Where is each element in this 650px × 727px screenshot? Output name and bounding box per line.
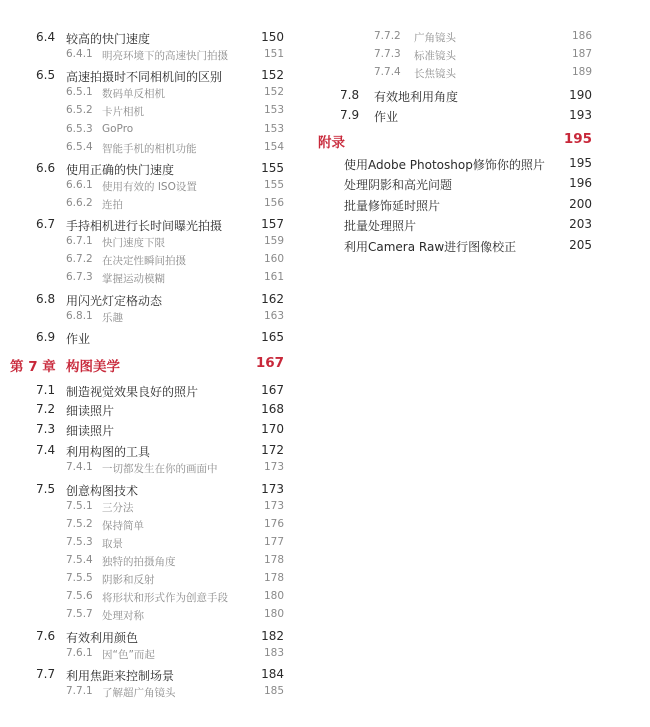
section-number: 7.6.1 xyxy=(66,647,93,659)
section-number: 6.5.2 xyxy=(66,104,93,116)
section-number: 6.6.2 xyxy=(66,197,93,209)
page-number: 200 xyxy=(569,197,592,211)
page-number: 187 xyxy=(571,48,592,60)
page-number: 162 xyxy=(261,292,284,306)
page-number: 176 xyxy=(263,518,284,530)
page-number: 165 xyxy=(261,330,284,344)
section-number: 6.6 xyxy=(36,161,56,175)
section-title: 利用Camera Raw进行图像校正 xyxy=(344,240,517,254)
page-number: 167 xyxy=(261,383,284,397)
section-number: 7.7 xyxy=(36,667,56,681)
page-number: 203 xyxy=(569,217,592,231)
page-number: 152 xyxy=(261,68,284,82)
section-title: 乐趣 xyxy=(102,312,123,324)
section-number: 7.5.7 xyxy=(66,608,93,620)
page-number: 180 xyxy=(263,608,284,620)
page-number: 161 xyxy=(263,271,284,283)
page-number: 193 xyxy=(569,108,592,122)
section-title: 批量处理照片 xyxy=(344,219,417,233)
page-number: 173 xyxy=(263,500,284,512)
section-number: 6.9 xyxy=(36,330,56,344)
section-title: 了解超广角镜头 xyxy=(102,687,176,699)
page-number: 155 xyxy=(261,161,284,175)
page-number: 170 xyxy=(261,422,284,436)
section-number: 7.5.2 xyxy=(66,518,93,530)
page-number: 184 xyxy=(261,667,284,681)
page-number: 155 xyxy=(263,179,284,191)
section-number: 6.5 xyxy=(36,68,56,82)
section-number: 7.8 xyxy=(340,88,360,102)
page-number: 196 xyxy=(569,176,592,190)
section-number: 7.7.3 xyxy=(374,48,401,60)
page-number: 189 xyxy=(571,66,592,78)
page-number: 154 xyxy=(263,141,284,153)
section-number: 7.5.4 xyxy=(66,554,93,566)
page-number: 150 xyxy=(261,30,284,44)
section-number: 7.4 xyxy=(36,443,56,457)
section-number: 7.5.3 xyxy=(66,536,93,548)
section-title: 长焦镜头 xyxy=(414,68,456,80)
section-title: 将形状和形式作为创意手段 xyxy=(102,592,228,604)
section-number: 7.7.1 xyxy=(66,685,93,697)
section-title: 使用有效的 ISO设置 xyxy=(102,181,197,193)
section-title: 利用构图的工具 xyxy=(66,445,151,459)
section-title: 构图美学 xyxy=(66,359,120,375)
section-number: 6.6.1 xyxy=(66,179,93,191)
section-number: 6.8 xyxy=(36,292,56,306)
section-title: 作业 xyxy=(374,110,399,124)
section-title: 细读照片 xyxy=(66,404,115,418)
page-number: 153 xyxy=(263,104,284,116)
page-number: 156 xyxy=(263,197,284,209)
section-title: 取景 xyxy=(102,538,123,550)
section-title: 有效地利用角度 xyxy=(374,90,459,104)
section-title: 阴影和反射 xyxy=(102,574,155,586)
page-number: 157 xyxy=(261,217,284,231)
section-number: 6.7.2 xyxy=(66,253,93,265)
section-title: 掌握运动模糊 xyxy=(102,273,165,285)
section-title: 制造视觉效果良好的照片 xyxy=(66,385,199,399)
page-number: 160 xyxy=(263,253,284,265)
section-number: 7.1 xyxy=(36,383,56,397)
section-title: 使用Adobe Photoshop修饰你的照片 xyxy=(344,158,545,172)
section-title: 附录 xyxy=(318,135,345,151)
section-title: 智能手机的相机功能 xyxy=(102,143,197,155)
section-number: 7.9 xyxy=(340,108,360,122)
section-title: 明亮环境下的高速快门拍摄 xyxy=(102,50,228,62)
section-number: 7.5.1 xyxy=(66,500,93,512)
page-number: 163 xyxy=(263,310,284,322)
section-title: 数码单反相机 xyxy=(102,88,165,100)
section-number: 6.4 xyxy=(36,30,56,44)
section-number: 6.7.3 xyxy=(66,271,93,283)
page-number: 153 xyxy=(263,123,284,135)
page-number: 159 xyxy=(263,235,284,247)
section-number: 7.5 xyxy=(36,482,56,496)
page-number: 167 xyxy=(255,355,284,371)
section-title: 连拍 xyxy=(102,199,123,211)
section-title: 利用焦距来控制场景 xyxy=(66,669,175,683)
section-number: 7.4.1 xyxy=(66,461,93,473)
section-number: 7.2 xyxy=(36,402,56,416)
page-number: 186 xyxy=(571,30,592,42)
section-number: 7.5.6 xyxy=(66,590,93,602)
section-number: 6.7 xyxy=(36,217,56,231)
section-title: GoPro xyxy=(102,123,134,135)
section-title: 较高的快门速度 xyxy=(66,32,151,46)
section-number: 6.5.4 xyxy=(66,141,93,153)
page-number: 152 xyxy=(263,86,284,98)
page-number: 151 xyxy=(263,48,284,60)
page-number: 185 xyxy=(263,685,284,697)
section-title: 有效利用颜色 xyxy=(66,631,139,645)
page-number: 173 xyxy=(263,461,284,473)
section-number: 7.5.5 xyxy=(66,572,93,584)
section-title: 标准镜头 xyxy=(414,50,456,62)
section-title: 因“色”而起 xyxy=(102,649,155,661)
section-number: 6.5.3 xyxy=(66,123,93,135)
section-number: 7.6 xyxy=(36,629,56,643)
section-title: 一切都发生在你的画面中 xyxy=(102,463,218,475)
page-number: 205 xyxy=(569,238,592,252)
page-number: 183 xyxy=(263,647,284,659)
page-number: 168 xyxy=(261,402,284,416)
section-number: 6.7.1 xyxy=(66,235,93,247)
section-number: 第 7 章 xyxy=(10,359,56,375)
page-number: 180 xyxy=(263,590,284,602)
section-number: 6.4.1 xyxy=(66,48,93,60)
page-number: 173 xyxy=(261,482,284,496)
section-title: 高速拍摄时不同相机间的区别 xyxy=(66,70,223,84)
section-title: 使用正确的快门速度 xyxy=(66,163,175,177)
section-number: 7.7.2 xyxy=(374,30,401,42)
section-number: 7.7.4 xyxy=(374,66,401,78)
section-title: 创意构图技术 xyxy=(66,484,139,498)
section-title: 处理阴影和高光问题 xyxy=(344,178,453,192)
page-number: 178 xyxy=(263,572,284,584)
section-title: 在决定性瞬间拍摄 xyxy=(102,255,186,267)
section-title: 卡片相机 xyxy=(102,106,144,118)
page-number: 195 xyxy=(563,131,592,147)
page-number: 172 xyxy=(261,443,284,457)
section-title: 快门速度下限 xyxy=(102,237,165,249)
page-number: 178 xyxy=(263,554,284,566)
section-title: 处理对称 xyxy=(102,610,144,622)
section-title: 保持简单 xyxy=(102,520,144,532)
page-number: 195 xyxy=(569,156,592,170)
section-title: 手持相机进行长时间曝光拍摄 xyxy=(66,219,223,233)
section-title: 细读照片 xyxy=(66,424,115,438)
section-title: 批量修饰延时照片 xyxy=(344,199,441,213)
page-number: 182 xyxy=(261,629,284,643)
section-title: 作业 xyxy=(66,332,91,346)
section-number: 6.8.1 xyxy=(66,310,93,322)
section-number: 7.3 xyxy=(36,422,56,436)
section-number: 6.5.1 xyxy=(66,86,93,98)
section-title: 广角镜头 xyxy=(414,32,456,44)
section-title: 用闪光灯定格动态 xyxy=(66,294,163,308)
section-title: 三分法 xyxy=(102,502,134,514)
section-title: 独特的拍摄角度 xyxy=(102,556,176,568)
page-number: 190 xyxy=(569,88,592,102)
page-number: 177 xyxy=(263,536,284,548)
